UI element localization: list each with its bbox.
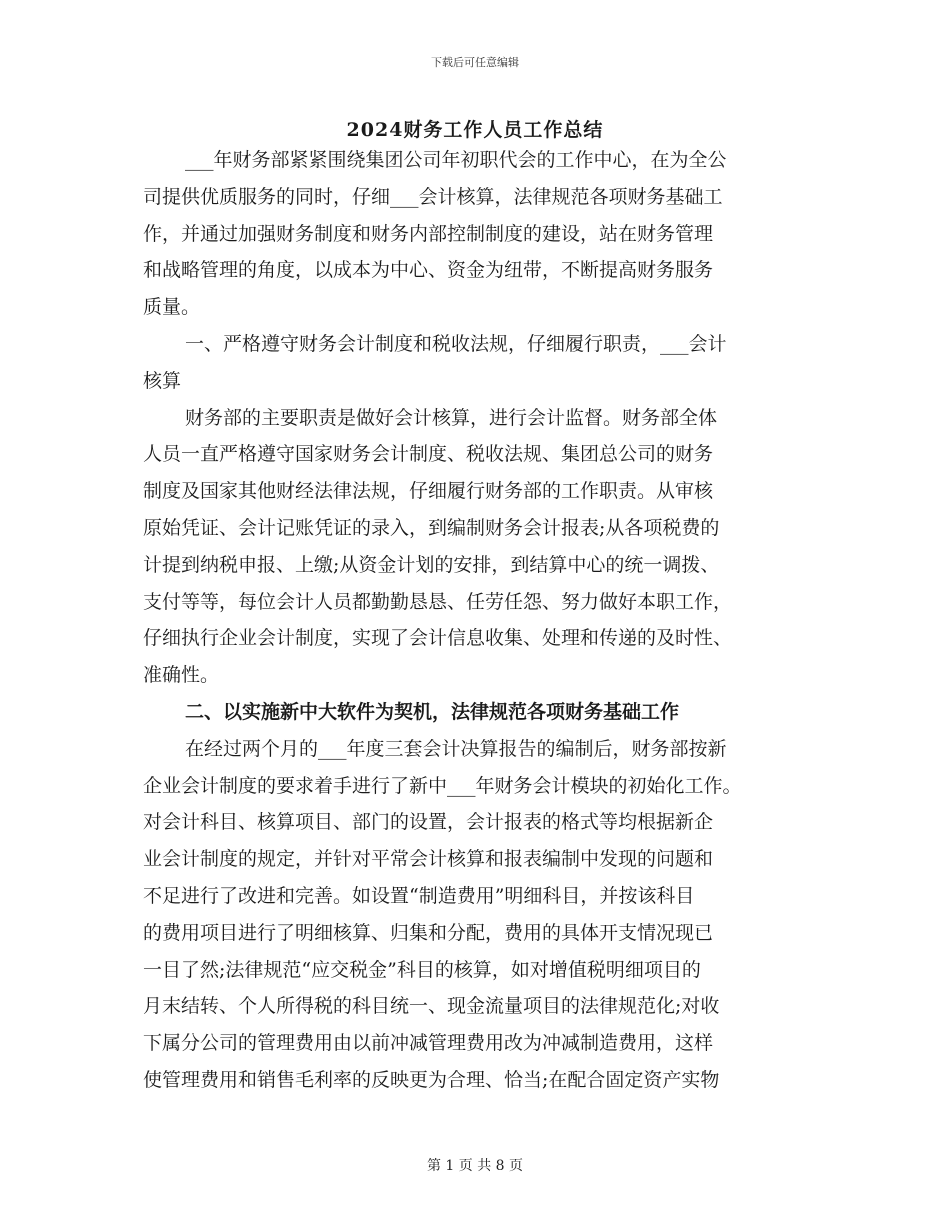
- paragraph-line: 司提供优质服务的同时，仔细___会计核算，法律规范各项财务基础工: [143, 185, 723, 208]
- header-note: 下载后可任意编辑: [431, 56, 519, 69]
- section-heading-line: 一、严格遵守财务会计制度和税收法规，仔细履行职责，___会计: [185, 332, 727, 355]
- section-heading-line: 二、以实施新中大软件为契机，法律规范各项财务基础工作: [185, 700, 680, 723]
- paragraph-line: 月末结转、个人所得税的科目统一、现金流量项目的法律规范化;对收: [143, 995, 720, 1018]
- paragraph-line: 计提到纳税申报、上缴;从资金计划的安排，到结算中心的统一调拨、: [143, 553, 720, 576]
- paragraph-line: 业会计制度的规定，并针对平常会计核算和报表编制中发现的问题和: [143, 848, 714, 871]
- paragraph-line: 对会计科目、核算项目、部门的设置，会计报表的格式等均根据新企: [143, 811, 714, 834]
- paragraph-line: 仔细执行企业会计制度，实现了会计信息收集、处理和传递的及时性、: [143, 627, 733, 650]
- paragraph-line: 在经过两个月的___年度三套会计决算报告的编制后，财务部按新: [185, 737, 727, 760]
- paragraph-line: 制度及国家其他财经法律法规，仔细履行财务部的工作职责。从审核: [143, 480, 714, 503]
- paragraph-line: 企业会计制度的要求着手进行了新中___年财务会计模块的初始化工作。: [143, 774, 742, 797]
- paragraph-line: 不足进行了改进和完善。如设置“制造费用”明细科目，并按该科目: [143, 884, 695, 907]
- paragraph-line: 的费用项目进行了明细核算、归集和分配，费用的具体开支情况现已: [143, 921, 714, 944]
- paragraph-line: 人员一直严格遵守国家财务会计制度、税收法规、集团总公司的财务: [143, 443, 714, 466]
- paragraph-line: 财务部的主要职责是做好会计核算，进行会计监督。财务部全体: [185, 406, 718, 429]
- paragraph-line: 使管理费用和销售毛利率的反映更为合理、恰当;在配合固定资产实物: [143, 1068, 720, 1091]
- page-number: 第 1 页 共 8 页: [426, 1158, 524, 1174]
- paragraph-line: 一目了然;法律规范“应交税金”科目的核算，如对增值税明细项目的: [143, 958, 701, 981]
- document-body: [143, 142, 823, 1099]
- paragraph-line: 下属分公司的管理费用由以前冲减管理费用改为冲减制造费用，这样: [143, 1032, 714, 1055]
- document-title: 2024财务工作人员工作总结: [346, 119, 604, 141]
- paragraph-line: 和战略管理的角度，以成本为中心、资金为纽带，不断提高财务服务: [143, 259, 714, 282]
- paragraph-line: 质量。: [143, 296, 201, 319]
- section-heading-line: 核算: [143, 369, 182, 392]
- paragraph-line: 准确性。: [143, 664, 220, 687]
- paragraph-line: 支付等等，每位会计人员都勤勤恳恳、任劳任怨、努力做好本职工作，: [143, 590, 733, 613]
- paragraph-line: 原始凭证、会计记账凭证的录入，到编制财务会计报表;从各项税费的: [143, 516, 720, 539]
- paragraph-line: ___年财务部紧紧围绕集团公司年初职代会的工作中心，在为全公: [185, 149, 727, 171]
- paragraph-line: 作，并通过加强财务制度和财务内部控制制度的建设，站在财务管理: [143, 222, 714, 245]
